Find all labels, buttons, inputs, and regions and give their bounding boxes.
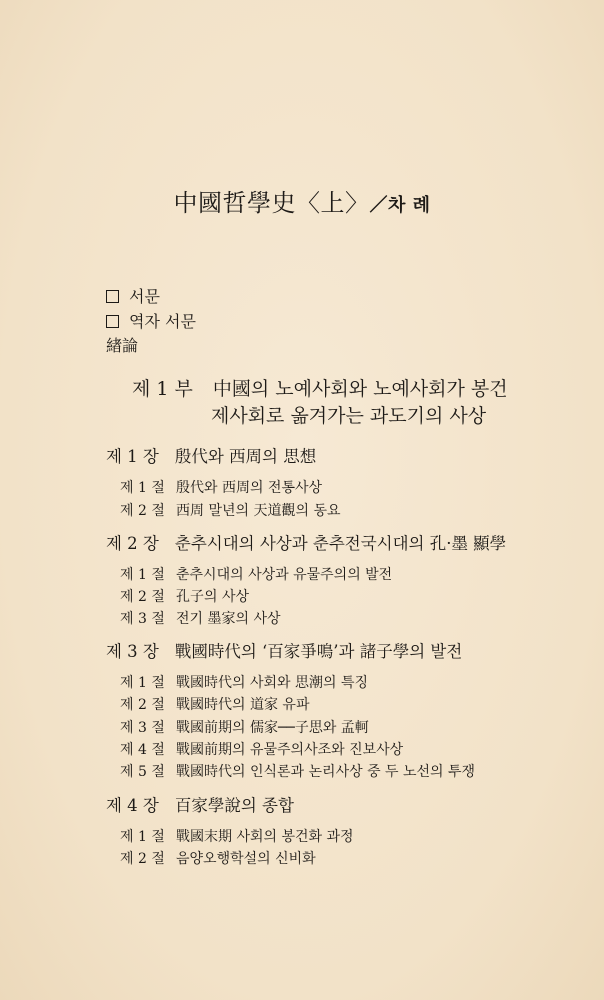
section-number: 제 2 절 — [120, 697, 165, 713]
checkbox-icon — [106, 315, 119, 328]
part-number: 제 1 부 — [132, 378, 193, 400]
section-row[interactable] — [120, 564, 392, 584]
front-matter-label: 서문 — [129, 287, 160, 306]
chapter-title: 춘추시대의 사상과 춘추전국시대의 孔·墨 顯學 — [174, 534, 507, 553]
section-title: 孔子의 사상 — [176, 589, 250, 605]
section-title: 춘추시대의 사상과 유물주의의 발전 — [176, 567, 393, 583]
section-title: 戰國時代의 道家 유파 — [176, 697, 310, 713]
section-number: 제 1 절 — [120, 567, 165, 583]
section-title: 西周 말년의 天道觀의 동요 — [176, 503, 341, 519]
section-number: 제 4 절 — [120, 742, 165, 758]
section-row[interactable] — [120, 586, 249, 606]
section-title: 戰國前期의 儒家──子思와 孟軻 — [176, 720, 369, 736]
section-number: 제 2 절 — [120, 589, 165, 605]
chapter-title: 戰國時代의 ‘百家爭鳴’과 諸子學의 발전 — [174, 642, 463, 661]
section-title: 戰國前期의 유물주의사조와 진보사상 — [176, 742, 404, 758]
chapter-2-heading[interactable] — [106, 530, 506, 554]
chapter-3-heading[interactable] — [106, 638, 462, 662]
section-number: 제 3 절 — [120, 611, 165, 627]
chapter-title: 殷代와 西周의 思想 — [174, 447, 317, 466]
section-number: 제 3 절 — [120, 720, 165, 736]
section-row[interactable] — [120, 694, 309, 714]
section-row[interactable] — [120, 608, 281, 628]
section-row[interactable] — [120, 717, 369, 737]
title-main: 中國哲學史〈上〉 — [173, 189, 370, 217]
front-matter-label: 역자 서문 — [129, 312, 196, 331]
section-number: 제 5 절 — [120, 764, 165, 780]
title-sub: ／차 례 — [369, 195, 431, 216]
section-title: 戰國時代의 사회와 思潮의 특징 — [176, 675, 369, 691]
chapter-1-heading[interactable] — [106, 443, 316, 467]
chapter-number: 제 4 장 — [106, 796, 159, 815]
section-row[interactable] — [120, 477, 322, 497]
section-row[interactable] — [120, 826, 354, 846]
section-number: 제 1 절 — [120, 480, 165, 496]
part-title-line1: 中國의 노예사회와 노예사회가 봉건 — [212, 378, 508, 400]
chapter-4-heading[interactable] — [106, 792, 294, 816]
chapter-number: 제 1 장 — [106, 447, 159, 466]
front-matter-translator-preface[interactable] — [106, 309, 196, 332]
section-number: 제 2 절 — [120, 851, 165, 867]
section-title: 음양오행학설의 신비화 — [176, 851, 316, 867]
front-matter-introduction[interactable] — [106, 333, 138, 356]
section-title: 殷代와 西周의 전통사상 — [176, 480, 323, 496]
section-number: 제 1 절 — [120, 829, 165, 845]
section-title: 戰國末期 사회의 봉건화 과정 — [176, 829, 354, 845]
section-row[interactable] — [120, 672, 368, 692]
chapter-number: 제 2 장 — [106, 534, 159, 553]
chapter-title: 百家學說의 종합 — [174, 796, 294, 815]
section-row[interactable] — [120, 848, 316, 868]
front-matter-label: 緖論 — [106, 336, 139, 355]
section-row[interactable] — [120, 761, 475, 781]
section-row[interactable] — [120, 739, 403, 759]
section-number: 제 1 절 — [120, 675, 165, 691]
part-title-line2: 제사회로 옮겨가는 과도기의 사상 — [211, 405, 487, 427]
page-title — [0, 183, 604, 218]
section-title: 戰國時代의 인식론과 논리사상 중 두 노선의 투쟁 — [176, 764, 476, 780]
checkbox-icon — [106, 290, 119, 303]
front-matter-preface[interactable] — [106, 284, 160, 307]
part-heading[interactable] — [132, 374, 508, 401]
section-title: 전기 墨家의 사상 — [176, 611, 281, 627]
chapter-number: 제 3 장 — [106, 642, 159, 661]
section-number: 제 2 절 — [120, 503, 165, 519]
section-row[interactable] — [120, 500, 341, 520]
